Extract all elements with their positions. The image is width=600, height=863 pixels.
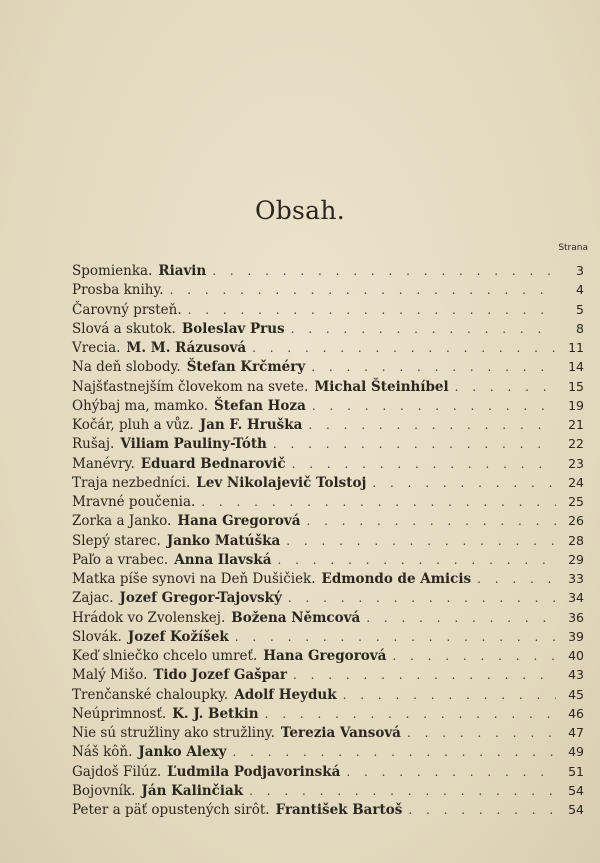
entry-page-number: 34 bbox=[568, 590, 584, 606]
dot-leader bbox=[249, 782, 556, 801]
entry-page-number: 8 bbox=[576, 320, 584, 336]
entry-page-number: 49 bbox=[568, 744, 584, 760]
entry-page-number: 24 bbox=[568, 474, 584, 490]
entry-page-number: 33 bbox=[568, 571, 584, 586]
toc-entry bbox=[72, 588, 584, 607]
entry-title: Slovák. bbox=[72, 628, 122, 645]
entry-page-number: 46 bbox=[568, 705, 584, 721]
entry-title: Zorka a Janko. bbox=[72, 513, 172, 530]
entry-page-number: 28 bbox=[568, 532, 584, 548]
toc-entry bbox=[72, 665, 584, 684]
toc-entry bbox=[72, 723, 584, 742]
dot-leader bbox=[346, 763, 556, 782]
entry-author: Lev Nikolajevič Tolstoj bbox=[196, 474, 367, 491]
dot-leader bbox=[278, 551, 556, 570]
entry-author: M. M. Rázusová bbox=[126, 340, 247, 356]
entry-author: Hana Gregorová bbox=[177, 513, 301, 530]
toc-entry bbox=[72, 261, 584, 280]
entry-author: Jan F. Hruška bbox=[199, 417, 303, 433]
dot-leader bbox=[286, 532, 556, 551]
dot-leader bbox=[343, 686, 556, 705]
dot-leader bbox=[273, 435, 556, 454]
entry-title: Čarovný prsteň. bbox=[72, 301, 182, 318]
toc-entry bbox=[72, 357, 584, 376]
toc-entry bbox=[72, 627, 584, 646]
toc-entry bbox=[72, 531, 584, 550]
entry-author: Hana Gregorová bbox=[263, 648, 387, 664]
entry-page-number: 4 bbox=[576, 282, 584, 298]
entry-author: Jozef Kožíšek bbox=[127, 628, 229, 645]
entry-page-number: 36 bbox=[568, 609, 584, 625]
entry-author: Terezia Vansová bbox=[280, 725, 401, 741]
dot-leader bbox=[252, 339, 556, 358]
dot-leader bbox=[188, 301, 556, 320]
entry-author: Božena Němcová bbox=[231, 609, 361, 626]
entry-title: Malý Mišo. bbox=[72, 667, 148, 684]
entry-author: Riavin bbox=[158, 263, 207, 279]
entry-page-number: 54 bbox=[568, 802, 584, 817]
toc-entry bbox=[72, 608, 584, 627]
entry-page-number: 40 bbox=[568, 648, 584, 663]
entry-page-number: 21 bbox=[568, 417, 584, 432]
entry-page-number: 39 bbox=[568, 628, 584, 644]
entry-author: Edmondo de Amicis bbox=[321, 571, 472, 587]
entry-title: Mravné poučenia. bbox=[72, 494, 196, 510]
entry-title: Paľo a vrabec. bbox=[72, 551, 169, 568]
entry-title: Manévry. bbox=[72, 455, 135, 472]
dot-leader bbox=[311, 358, 556, 377]
table-of-contents bbox=[72, 261, 584, 819]
entry-title: Hrádok vo Zvolenskej. bbox=[72, 609, 226, 626]
entry-title: Nie sú stružliny ako stružliny. bbox=[72, 725, 275, 741]
dot-leader bbox=[308, 416, 556, 435]
dot-leader bbox=[201, 493, 556, 512]
toc-entry bbox=[72, 454, 584, 473]
entry-author: Štefan Hoza bbox=[214, 397, 306, 414]
entry-title: Slepý starec. bbox=[72, 532, 161, 549]
entry-page-number: 19 bbox=[568, 397, 584, 413]
dot-leader bbox=[288, 589, 556, 608]
toc-entry bbox=[72, 434, 584, 453]
dot-leader bbox=[455, 378, 556, 397]
toc-entry bbox=[72, 511, 584, 530]
entry-title: Keď slniečko chcelo umreť. bbox=[72, 648, 258, 664]
dot-leader bbox=[232, 743, 556, 762]
entry-title: Náš kôň. bbox=[72, 744, 133, 761]
entry-author: Janko Alexy bbox=[138, 744, 227, 761]
dot-leader bbox=[392, 647, 556, 666]
toc-entry bbox=[72, 762, 584, 781]
entry-page-number: 23 bbox=[568, 455, 584, 471]
toc-entry bbox=[72, 280, 584, 299]
dot-leader bbox=[265, 705, 556, 724]
dot-leader bbox=[312, 397, 556, 416]
entry-page-number: 51 bbox=[568, 763, 584, 779]
entry-title: Gajdoš Filúz. bbox=[72, 763, 162, 780]
page-title: Obsah. bbox=[254, 196, 346, 225]
toc-entry bbox=[72, 396, 584, 415]
entry-page-number: 15 bbox=[568, 378, 584, 394]
dot-leader bbox=[292, 455, 556, 474]
entry-page-number: 3 bbox=[576, 263, 584, 278]
toc-entry bbox=[72, 800, 584, 819]
entry-page-number: 43 bbox=[568, 667, 584, 683]
entry-author: Boleslav Prus bbox=[181, 320, 285, 337]
dot-leader bbox=[366, 609, 556, 628]
entry-author: Viliam Pauliny-Tóth bbox=[120, 436, 267, 453]
entry-title: Peter a päť opustených sirôt. bbox=[72, 802, 270, 818]
entry-page-number: 29 bbox=[568, 551, 584, 567]
entry-title: Vrecia. bbox=[72, 340, 121, 356]
entry-author: Anna Ilavská bbox=[174, 551, 272, 568]
toc-entry bbox=[72, 319, 584, 338]
entry-author: Michal Šteinhíbel bbox=[314, 378, 449, 395]
dot-leader bbox=[477, 570, 556, 589]
toc-entry bbox=[72, 569, 584, 588]
entry-title: Ohýbaj ma, mamko. bbox=[72, 397, 209, 414]
dot-leader bbox=[372, 474, 556, 493]
entry-author: Eduard Bednarovič bbox=[140, 455, 286, 472]
entry-author: František Bartoš bbox=[275, 802, 403, 818]
dot-leader bbox=[307, 512, 557, 531]
entry-author: Janko Matúška bbox=[166, 532, 281, 549]
dot-leader bbox=[407, 724, 556, 743]
toc-entry bbox=[72, 473, 584, 492]
entry-author: Tido Jozef Gašpar bbox=[153, 667, 288, 684]
dot-leader bbox=[170, 281, 556, 300]
entry-page-number: 5 bbox=[576, 301, 584, 317]
toc-entry bbox=[72, 685, 584, 704]
entry-title: Najšťastnejším človekom na svete. bbox=[72, 378, 309, 395]
entry-page-number: 54 bbox=[568, 782, 584, 798]
entry-page-number: 14 bbox=[568, 359, 584, 375]
entry-title: Traja nezbedníci. bbox=[72, 474, 191, 491]
entry-author: Adolf Heyduk bbox=[234, 686, 337, 703]
dot-leader bbox=[293, 666, 556, 685]
toc-entry bbox=[72, 415, 584, 434]
toc-entry bbox=[72, 742, 584, 761]
toc-entry bbox=[72, 704, 584, 723]
dot-leader bbox=[408, 801, 556, 820]
toc-entry bbox=[72, 646, 584, 665]
entry-author: Štefan Krčméry bbox=[186, 359, 306, 376]
entry-author: Jozef Gregor-Tajovský bbox=[119, 590, 282, 607]
toc-entry bbox=[72, 338, 584, 357]
entry-title: Prosba knihy. bbox=[72, 282, 164, 299]
entry-author: K. J. Betkin bbox=[172, 705, 259, 722]
entry-page-number: 25 bbox=[568, 494, 584, 509]
entry-title: Neúprimnosť. bbox=[72, 705, 167, 722]
entry-title: Na deň slobody. bbox=[72, 359, 181, 376]
toc-entry bbox=[72, 377, 584, 396]
entry-page-number: 26 bbox=[568, 513, 584, 529]
entry-title: Slová a skutok. bbox=[72, 320, 176, 337]
entry-author: Ľudmila Podjavorinská bbox=[167, 763, 341, 780]
entry-title: Bojovník. bbox=[72, 782, 136, 799]
entry-page-number: 45 bbox=[568, 686, 584, 702]
toc-entry bbox=[72, 781, 584, 800]
entry-author: Ján Kalinčiak bbox=[141, 782, 244, 799]
entry-title: Spomienka. bbox=[72, 263, 153, 279]
toc-entry bbox=[72, 300, 584, 319]
entry-title: Trenčanské chaloupky. bbox=[72, 686, 229, 703]
dot-leader bbox=[212, 262, 556, 281]
toc-entry bbox=[72, 492, 584, 511]
entry-title: Matka píše synovi na Deň Dušičiek. bbox=[72, 571, 316, 587]
entry-title: Zajac. bbox=[72, 590, 114, 607]
entry-page-number: 47 bbox=[568, 725, 584, 740]
dot-leader bbox=[291, 320, 556, 339]
entry-title: Kočár, pluh a vůz. bbox=[72, 417, 194, 433]
toc-entry bbox=[72, 550, 584, 569]
entry-page-number: 11 bbox=[568, 340, 584, 355]
entry-title: Rušaj. bbox=[72, 436, 115, 453]
dot-leader bbox=[235, 628, 556, 647]
entry-page-number: 22 bbox=[568, 436, 584, 452]
page-column-label: Strana bbox=[558, 243, 588, 253]
